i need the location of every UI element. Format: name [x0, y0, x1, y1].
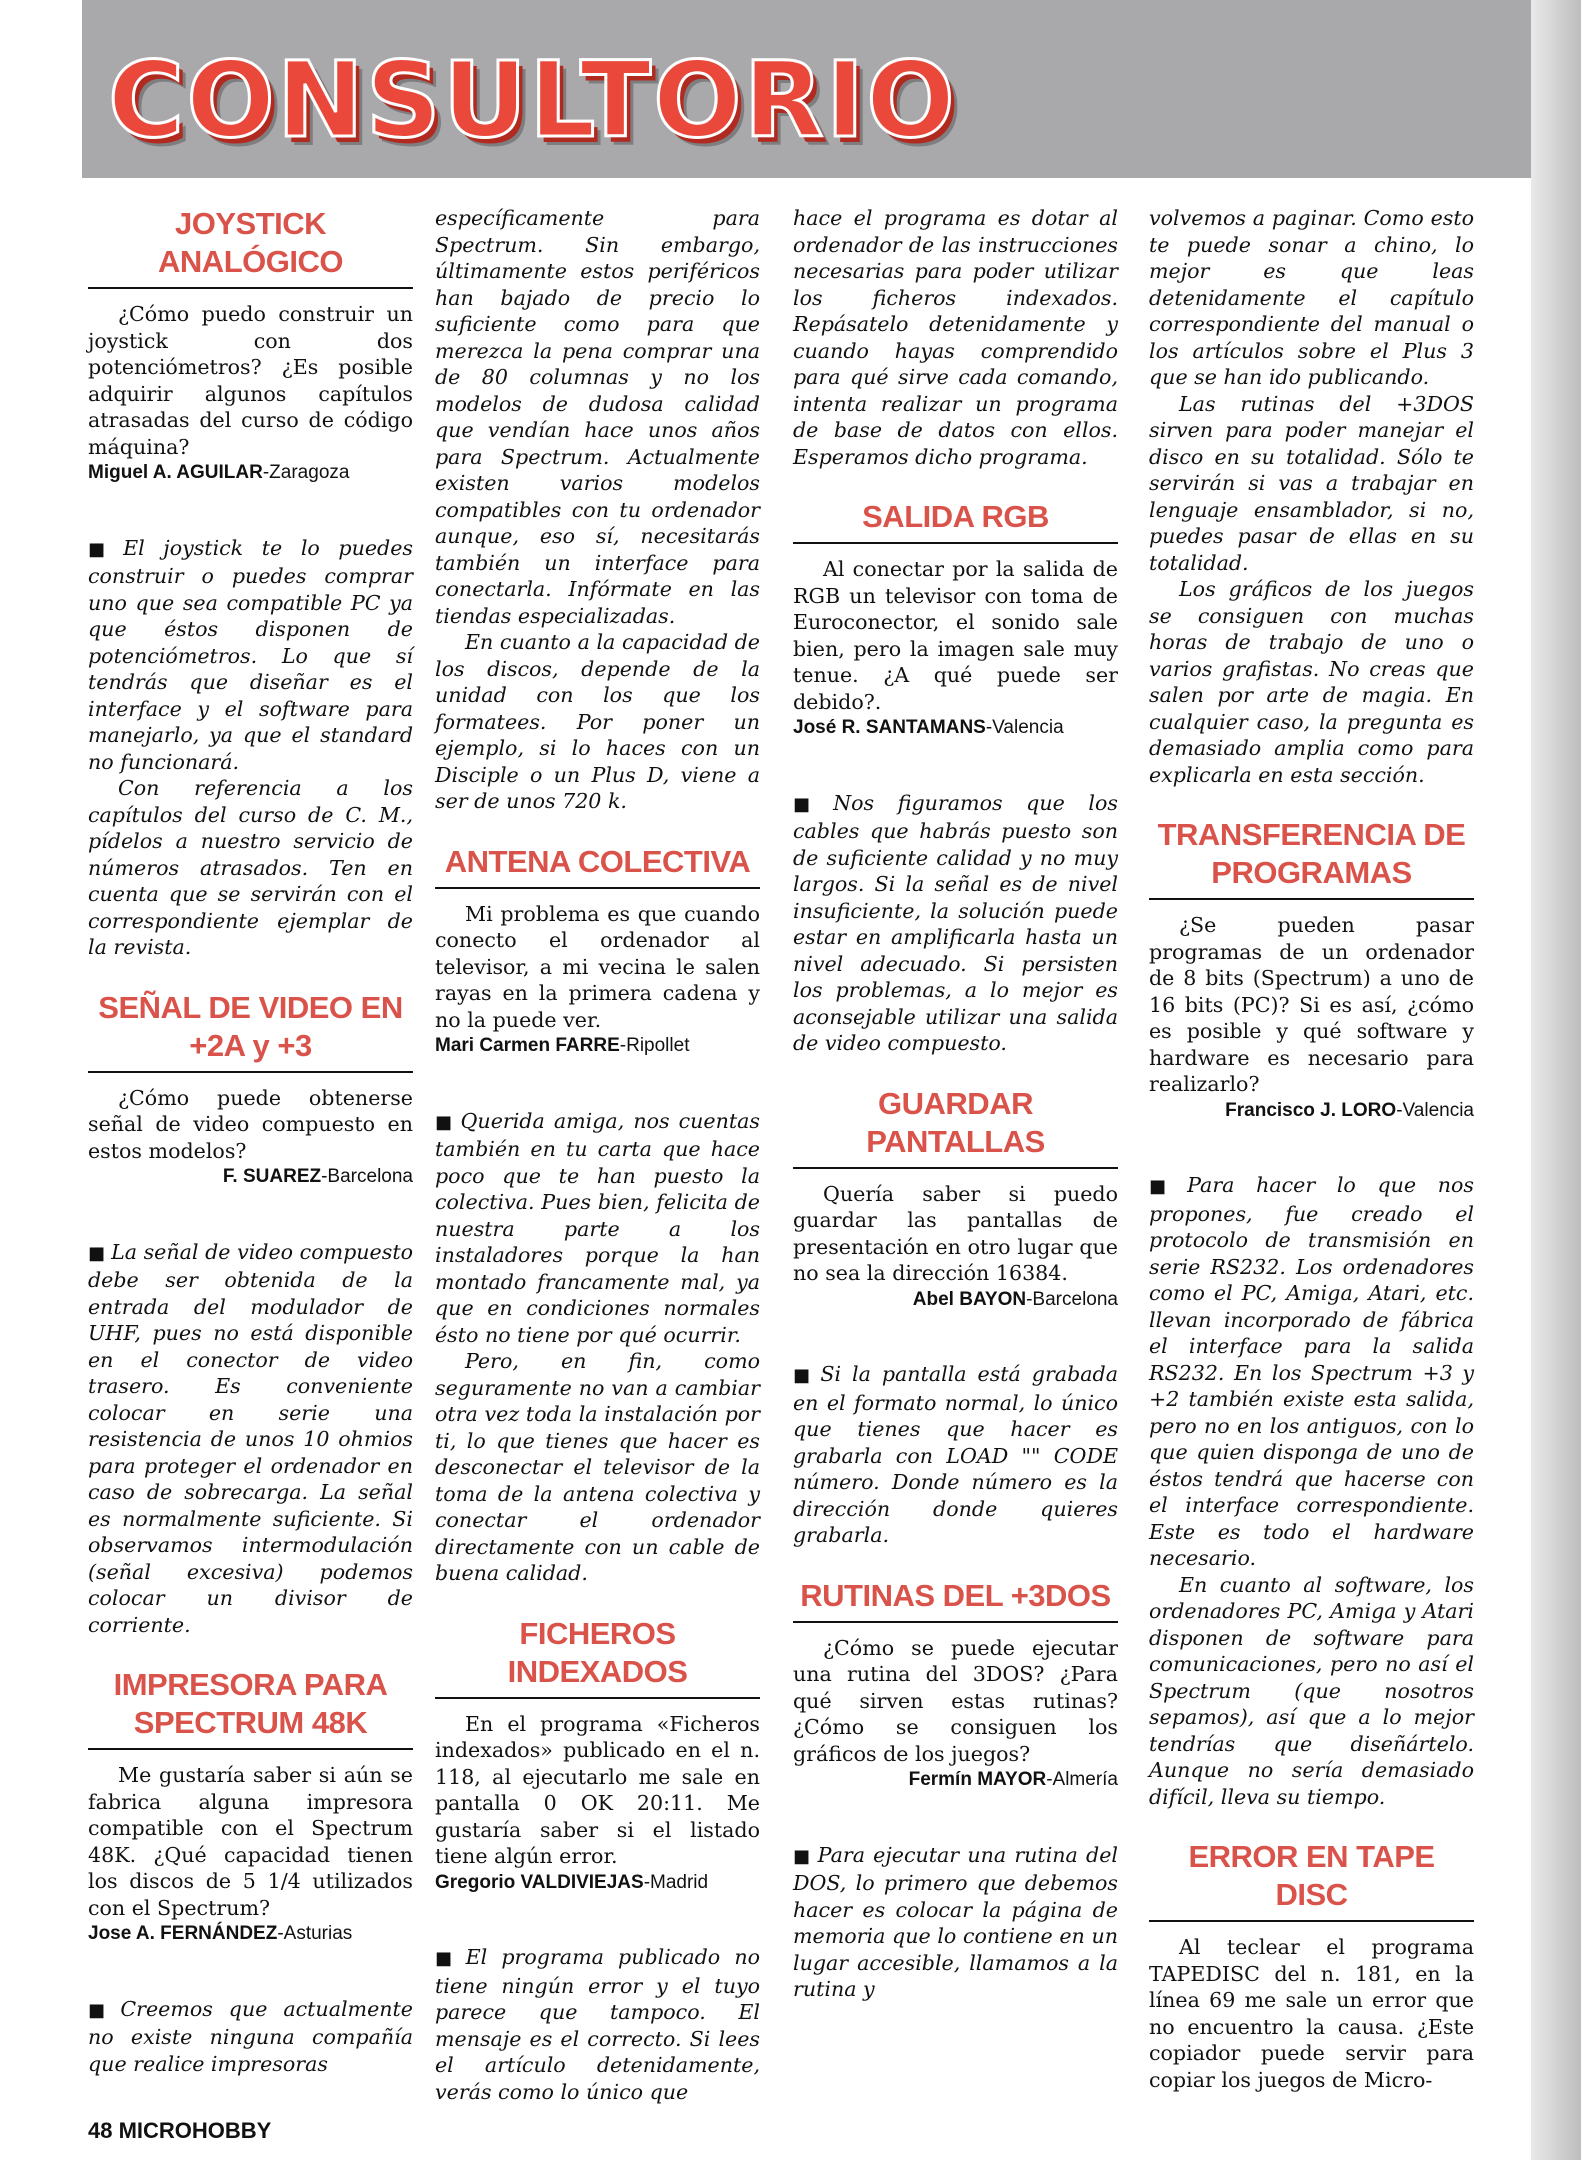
answer-text: Para hacer lo que nos propones, fue creado el protocolo de transmisión en serie RS232. Los ordenadores como el PC, Amiga, Atari, etc. llevan incorporado de fábrica el interface para la salida RS232. En los Spectrum +3 y +2 también existe esta salida, pero no en los antiguos, con lo que quien disponga de uno de éstos tendrá que hacerse con el interface correspondiente. Este es todo el hardware necesario.	[1149, 1173, 1474, 1570]
answer-joystick-cont: Con referencia a los capítulos del curso de C. M., pídelos a nuestro servicio de números atrasados. Ten en cuenta que se servirán con el correspondiente ejemplar de la revista.	[88, 776, 413, 959]
square-bullet-icon: ■	[793, 1365, 815, 1386]
signature-place: -Almería	[1046, 1769, 1118, 1790]
column-3	[793, 205, 1118, 2003]
section-heading-rgb: SALIDA RGB	[793, 498, 1118, 544]
signature-printer	[88, 1921, 413, 1948]
signature-files	[435, 1870, 760, 1897]
answer-video	[88, 1239, 413, 1639]
answer-text: Nos figuramos que los cables que habrás puesto son de suficiente calidad y no muy largos. Si la señal es de nivel insuficiente, la solución puede estar en amplificarla hasta un nivel adecuado. Si persisten los problemas, a lo mejor es aconsejable utilizar una salida de video compuesto.	[793, 790, 1118, 1055]
square-bullet-icon: ■	[435, 1111, 455, 1133]
answer-joystick	[88, 535, 413, 776]
answer-printer	[88, 1996, 413, 2078]
square-bullet-icon: ■	[793, 1845, 812, 1867]
question-rgb: Al conectar por la salida de RGB un televisor con toma de Euroconector, el sonido sale bien, pero la imagen sale muy tenue. ¿A qué puede ser debido?.	[793, 557, 1118, 714]
question-antenna: Mi problema es que cuando conecto el ordenador al televisor, a mi vecina le salen rayas en la primera cadena y no la puede ver.	[435, 901, 760, 1032]
signature-place: -Madrid	[643, 1871, 709, 1893]
page-title: CONSULTORIO	[108, 39, 957, 161]
signature-video	[88, 1164, 413, 1191]
signature-place: -Zaragoza	[262, 462, 350, 483]
signature-place: -Valencia	[1396, 1099, 1474, 1121]
signature-place: -Asturias	[277, 1923, 353, 1944]
signature-3dos	[793, 1767, 1118, 1794]
section-heading-3dos: RUTINAS DEL +3DOS	[793, 1577, 1118, 1623]
page-left-margin	[0, 0, 82, 2160]
signature-name: Gregorio VALDIVIEJAS	[435, 1871, 644, 1893]
section-heading-files: FICHEROS INDEXADOS	[435, 1615, 760, 1699]
answer-printer-cont-2: En cuanto a la capacidad de los discos, depende de la unidad con los que los formatees. Por poner un ejemplo, si lo haces con un Disciple o un Plus D, viene a ser de unos 720 k.	[435, 630, 760, 813]
section-heading-video: SEÑAL DE VIDEO EN +2A y +3	[88, 989, 413, 1073]
question-printer: Me gustaría saber si aún se fabrica alguna impresora compatible con el Spectrum 48K. ¿Qué capacidad tienen los discos de 5 1/4 utilizados con el Spectrum?	[88, 1763, 413, 1920]
answer-text: El programa publicado no tiene ningún error y el tuyo parece que tampoco. El mensaje es el correcto. Si lees el artículo detenidamente, verás como lo único que	[435, 1945, 760, 2104]
signature-transfer	[1149, 1098, 1474, 1125]
page-footer: 48 MICROHOBBY	[88, 2118, 272, 2143]
answer-text: Creemos que actualmente no existe ninguna compañía que realice impresoras	[88, 1996, 413, 2076]
section-heading-joystick: JOYSTICK ANALÓGICO	[88, 205, 413, 289]
answer-text: El joystick te lo puedes construir o puedes comprar uno que sea compatible PC ya que éstos disponen de potenciómetros. Lo que sí tendrás que diseñar es el interface y el software para manejarlo, ya que el standard no funcionará.	[88, 535, 414, 774]
signature-name: José R. SANTAMANS	[793, 717, 986, 738]
signature-place: -Barcelona	[1026, 1288, 1118, 1310]
answer-files-cont: hace el programa es dotar al ordenador de las instrucciones necesarias para poder utilizar los ficheros indexados. Repásatelo detenidamente y cuando hayas comprendido para qué sirve cada comando, intenta realizar un programa de base de datos con ellos. Esperamos dicho programa.	[793, 206, 1118, 469]
signature-name: F. SUAREZ	[222, 1166, 322, 1187]
question-3dos: ¿Cómo se puede ejecutar una rutina del 3DOS? ¿Para qué sirven estas rutinas? ¿Cómo se consiguen los gráficos de los juegos?	[793, 1635, 1118, 1766]
answer-rgb	[793, 790, 1118, 1057]
signature-name: Abel BAYON	[912, 1288, 1027, 1310]
answer-files	[435, 1944, 760, 2105]
answer-3dos	[793, 1842, 1118, 2003]
answer-3dos-cont-2: Las rutinas del +3DOS sirven para poder manejar el disco en su totalidad. Sólo te servirán si vas a trabajar en lenguaje ensamblador, si no, puedes pasar de ellas en su totalidad.	[1149, 391, 1474, 575]
signature-place: -Ripollet	[619, 1035, 690, 1056]
signature-name: Mari Carmen FARRE	[435, 1035, 620, 1056]
answer-antenna	[435, 1108, 760, 1349]
question-screens: Quería saber si puedo guardar las pantallas de presentación en otro lugar que no sea la dirección 16384.	[793, 1181, 1118, 1285]
question-transfer: ¿Se pueden pasar programas de un ordenador de 8 bits (Spectrum) a uno de 16 bits (PC)? Si es así, ¿cómo es posible y qué software y hardware es necesario para realizarlo?	[1149, 913, 1474, 1096]
signature-rgb	[793, 715, 1118, 742]
column-2	[435, 205, 760, 2105]
section-heading-antenna: ANTENA COLECTIVA	[435, 843, 760, 889]
page-right-edge	[1531, 0, 1581, 2160]
square-bullet-icon: ■	[435, 1948, 460, 1969]
answer-text: Si la pantalla está grabada en el formato normal, lo único que tienes que hacer es grabarla con LOAD "" CODE número. Donde número es la dirección donde quieres grabarla.	[793, 1362, 1118, 1547]
square-bullet-icon: ■	[88, 538, 118, 560]
section-heading-transfer: TRANSFERENCIA DE PROGRAMAS	[1149, 816, 1474, 900]
section-heading-tapedisc: ERROR EN TAPE DISC	[1149, 1838, 1474, 1922]
signature-screens	[793, 1287, 1118, 1314]
question-tapedisc: Al teclear el programa TAPEDISC del n. 181, en la línea 69 me sale un error que no encuentro la causa. ¿Este copiador puede servir para copiar los juegos de Micro-	[1149, 1935, 1474, 2092]
answer-transfer-cont: En cuanto al software, los ordenadores PC, Amiga y Atari disponen de software para comunicaciones, pero no así el Spectrum (que nosotros sepamos), así que a lo mejor tendrías que diseñártelo. Aunque no sería demasiado difícil, lleva su tiempo.	[1149, 1572, 1474, 1809]
answer-screens	[793, 1361, 1118, 1549]
square-bullet-icon: ■	[793, 793, 828, 815]
answer-transfer	[1149, 1172, 1474, 1572]
question-video: ¿Cómo puede obtenerse señal de video compuesto en estos modelos?	[88, 1085, 413, 1163]
square-bullet-icon: ■	[88, 1242, 106, 1264]
signature-antenna	[435, 1033, 760, 1060]
column-1	[88, 205, 413, 2077]
signature-name: Francisco J. LORO	[1225, 1099, 1397, 1121]
section-heading-screens: GUARDAR PANTALLAS	[793, 1085, 1118, 1169]
signature-name: Miguel A. AGUILAR	[88, 462, 263, 483]
signature-name: Fermín MAYOR	[908, 1769, 1047, 1790]
answer-text: Para ejecutar una rutina del DOS, lo primero que debemos hacer es colocar la página de memoria que lo contiene en un lugar accesible, llamamos a la rutina y	[793, 1842, 1118, 2001]
answer-text: Querida amiga, nos cuentas también en tu carta que hace poco que te han puesto la colectiva. Pues bien, felicita de nuestra parte a los instaladores porque la han montado francamente mal, ya que en condiciones normales ésto no tiene por qué ocurrir.	[435, 1108, 760, 1347]
answer-text: La señal de video compuesto debe ser obtenida de la entrada del modulador de UHF, pues no está disponible en el conector de video trasero. Es conveniente colocar en serie una resistencia de unos 10 ohmios para proteger el ordenador en caso de sobrecarga. La señal es normalmente suficiente. Si observamos intermodulación (señal excesiva) podemos colocar un divisor de corriente.	[88, 1239, 413, 1637]
square-bullet-icon: ■	[88, 1999, 115, 2021]
signature-joystick	[88, 460, 413, 487]
signature-place: -Barcelona	[321, 1166, 413, 1187]
question-joystick: ¿Cómo puedo construir un joystick con dos potenciómetros? ¿Es posible adquirir algunos capítulos atrasadas del curso de código máquina?	[88, 302, 413, 459]
answer-printer-cont: específicamente para Spectrum. Sin embargo, últimamente estos periféricos han bajado de precio lo suficiente como para que merezca la pena comprar una de 80 columnas y no los modelos de dudosa calidad que vendían hace unos años para Spectrum. Actualmente existen varios modelos compatibles con tu ordenador aunque, eso sí, necesitarás también un interface para conectarla. Infórmate en las tiendas especializadas.	[435, 206, 760, 628]
answer-antenna-cont: Pero, en fin, como seguramente no van a cambiar otra vez toda la instalación por ti, lo que tienes que hacer es desconectar el televisor de la toma de la antena colectiva y conectar el ordenador directamente con un cable de buena calidad.	[435, 1349, 760, 1585]
column-4	[1149, 205, 1474, 2093]
square-bullet-icon: ■	[1149, 1176, 1182, 1197]
question-files: En el programa «Ficheros indexados» publicado en el n. 118, al ejecutarlo me sale en pantalla 0 OK 20:11. Me gustaría saber si el listado tiene algún error.	[435, 1711, 760, 1868]
answer-3dos-cont-3: Los gráficos de los juegos se consiguen con muchas horas de trabajo de uno o varios grafistas. No creas que salen por arte de magia. En cualquier caso, la pregunta es demasiado amplia como para explicarla en esta sección.	[1149, 577, 1474, 787]
section-heading-printer: IMPRESORA PARA SPECTRUM 48K	[88, 1666, 413, 1750]
signature-name: Jose A. FERNÁNDEZ	[88, 1923, 278, 1944]
answer-3dos-cont: volvemos a paginar. Como esto te puede sonar a chino, lo mejor es que leas detenidamente el capítulo correspondiente del manual o los artículos sobre el Plus 3 que se han ido publicando.	[1149, 206, 1474, 389]
signature-place: -Valencia	[985, 717, 1064, 738]
